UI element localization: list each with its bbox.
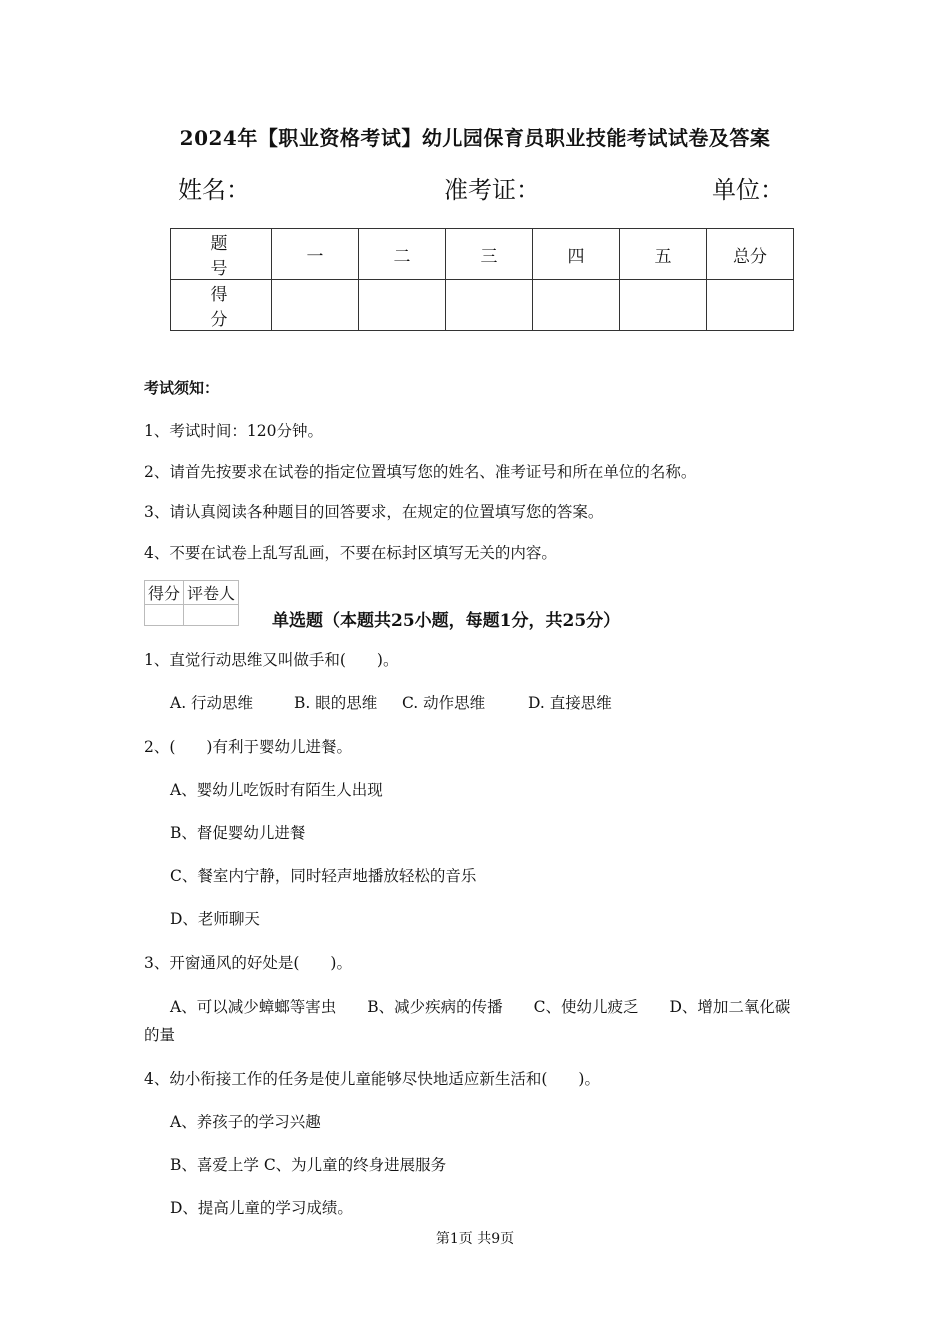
name-label: 姓名： bbox=[178, 176, 250, 204]
page-title: 2024年【职业资格考试】幼儿园保育员职业技能考试试卷及答案 bbox=[179, 126, 771, 150]
score-table-header-2: 二 bbox=[359, 229, 446, 280]
question-option: A. 行动思维 bbox=[170, 694, 254, 712]
grader-score-label: 得分 bbox=[145, 581, 184, 605]
grader-score-cell bbox=[145, 605, 184, 626]
question-options-wrap: 的量 bbox=[144, 1026, 176, 1044]
grader-reviewer-label: 评卷人 bbox=[184, 581, 239, 605]
question-stem: 2、( )有利于婴幼儿进餐。 bbox=[144, 738, 352, 756]
score-cell-1 bbox=[272, 280, 359, 331]
notice-item: 3、请认真阅读各种题目的回答要求，在规定的位置填写您的答案。 bbox=[144, 503, 604, 521]
question-option: C、餐室内宁静，同时轻声地播放轻松的音乐 bbox=[170, 867, 477, 885]
score-cell-4 bbox=[533, 280, 620, 331]
unit-label: 单位： bbox=[712, 176, 784, 204]
question-option: B、督促婴幼儿进餐 bbox=[170, 824, 306, 842]
notice-heading: 考试须知： bbox=[144, 379, 220, 397]
notice-item: 2、请首先按要求在试卷的指定位置填写您的姓名、准考证号和所在单位的名称。 bbox=[144, 463, 697, 481]
notice-item: 4、不要在试卷上乱写乱画，不要在标封区填写无关的内容。 bbox=[144, 544, 557, 562]
question-option: C. 动作思维 bbox=[402, 694, 486, 712]
score-table-row-label: 得 分 bbox=[171, 280, 272, 331]
score-cell-total bbox=[707, 280, 794, 331]
score-table-header-5: 五 bbox=[620, 229, 707, 280]
exam-id-label: 准考证： bbox=[444, 176, 540, 204]
question-option: D、老师聊天 bbox=[170, 910, 260, 928]
score-table-header-total: 总分 bbox=[707, 229, 794, 280]
question-stem: 1、直觉行动思维又叫做手和( )。 bbox=[144, 651, 399, 669]
question-option: A、养孩子的学习兴趣 bbox=[170, 1113, 321, 1131]
score-table-header-1: 一 bbox=[272, 229, 359, 280]
score-table bbox=[170, 228, 794, 331]
question-stem: 4、幼小衔接工作的任务是使儿童能够尽快地适应新生活和( )。 bbox=[144, 1070, 600, 1088]
question-option: A、婴幼儿吃饭时有陌生人出现 bbox=[170, 781, 383, 799]
question-option: D. 直接思维 bbox=[528, 694, 612, 712]
question-option: B、喜爱上学 C、为儿童的终身进展服务 bbox=[170, 1156, 447, 1174]
score-cell-3 bbox=[446, 280, 533, 331]
score-table-header-4: 四 bbox=[533, 229, 620, 280]
grader-reviewer-cell bbox=[184, 605, 239, 626]
score-cell-5 bbox=[620, 280, 707, 331]
page-footer: 第1页 共9页 bbox=[435, 1231, 515, 1247]
question-option: B. 眼的思维 bbox=[294, 694, 378, 712]
score-table-header-label: 题 号 bbox=[171, 229, 272, 280]
question-stem: 3、开窗通风的好处是( )。 bbox=[144, 954, 352, 972]
question-option: D、提高儿童的学习成绩。 bbox=[170, 1199, 353, 1217]
question-options-line: A、可以减少蟑螂等害虫 B、减少疾病的传播 C、使幼儿疲乏 D、增加二氧化碳 bbox=[170, 998, 791, 1016]
notice-item: 1、考试时间：120分钟。 bbox=[144, 422, 323, 440]
grader-box bbox=[144, 580, 239, 626]
score-table-header-3: 三 bbox=[446, 229, 533, 280]
score-cell-2 bbox=[359, 280, 446, 331]
section-title: 单选题（本题共25小题，每题1分，共25分） bbox=[272, 611, 621, 631]
